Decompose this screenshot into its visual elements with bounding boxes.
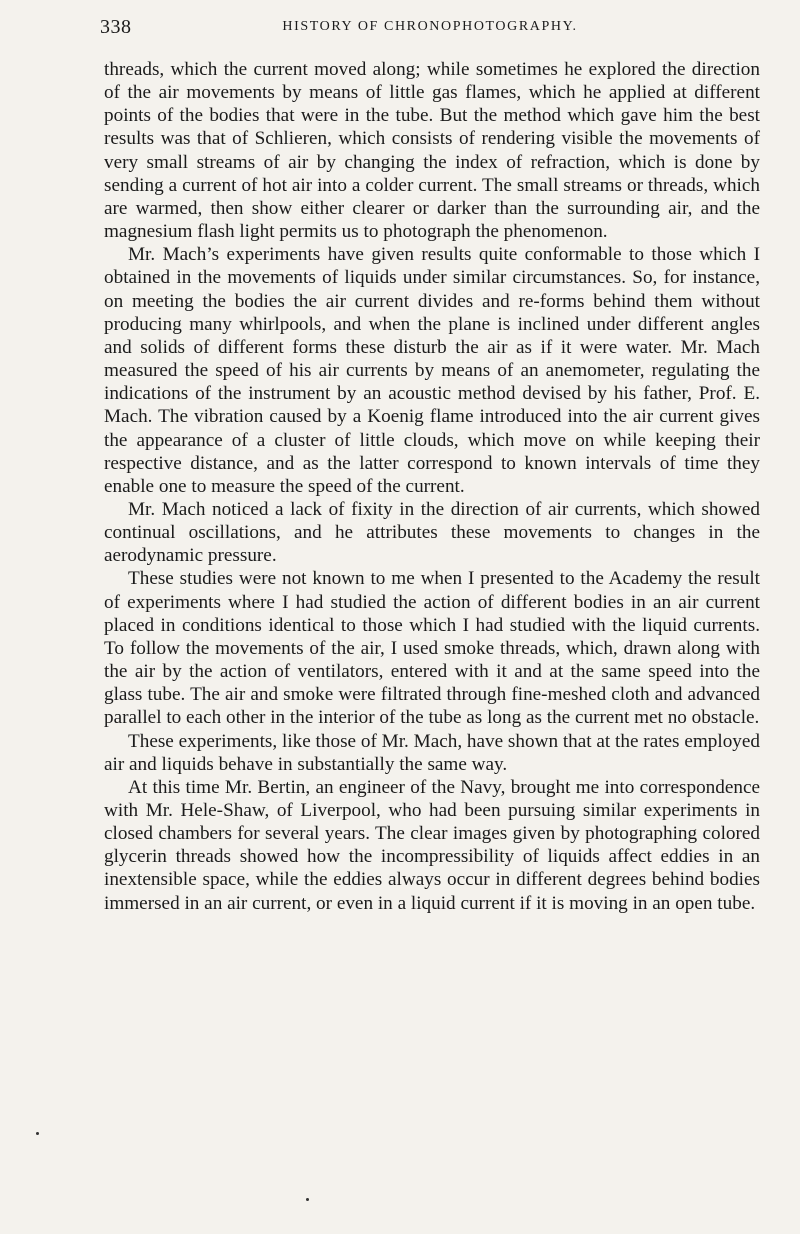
body-text xyxy=(104,58,760,915)
running-head xyxy=(100,16,760,44)
paragraph: These experiments, like those of Mr. Mach, have shown that at the rates employed air and liquids behave in substantially the same way. xyxy=(104,730,760,775)
paragraph-continued: threads, which the current moved along; while sometimes he explored the direction of the air movements by means of little gas flames, which he applied at different points of the bodies that were in the tube. But the method which gave him the best results was that of Schlieren, which consists of rendering visible the movements of very small streams of air by changing the index of refraction, which is done by sending a current of hot air into a colder current. The small streams or threads, which are warmed, then show either clearer or darker than the surrounding air, and the magnesium flash light permits us to photograph the phenomenon. xyxy=(104,59,760,243)
paper-speck xyxy=(36,1132,39,1135)
page-number: 338 xyxy=(100,16,132,38)
paragraph: Mr. Mach’s experiments have given results quite conformable to those which I obtained in the movements of liquids under similar circumstances. So, for instance, on meeting the bodies the air current divides and re-forms behind them without producing many whirlpools, and when the plane is inclined under different angles and solids of different forms these disturb the air as if it were water. Mr. Mach measured the speed of his air currents by means of an anemometer, regulating the indications of the instrument by an acoustic method devised by his father, Prof. E. Mach. The vibration caused by a Koenig flame introduced into the air current gives the appearance of a cluster of little clouds, which move on while keeping their respective distance, and as the latter correspond to known intervals of time they enable one to measure the speed of the current. xyxy=(104,244,760,497)
running-title: HISTORY OF CHRONOPHOTOGRAPHY. xyxy=(282,19,578,34)
paper-speck xyxy=(306,1198,309,1201)
paragraph: These studies were not known to me when I presented to the Academy the result of experiments where I had studied the action of different bodies in an air current placed in conditions identical to those which I had studied with the liquid currents. To follow the movements of the air, I used smoke threads, which, drawn along with the air by the action of ventilators, entered with it and at the same speed into the glass tube. The air and smoke were filtrated through fine-meshed cloth and advanced parallel to each other in the interior of the tube as long as the current met no obstacle. xyxy=(104,568,760,729)
paragraph: Mr. Mach noticed a lack of fixity in the direction of air currents, which showed continual oscillations, and he attributes these movements to changes in the aerodynamic pressure. xyxy=(104,498,760,567)
paragraph: At this time Mr. Bertin, an engineer of the Navy, brought me into correspondence with Mr. Hele-Shaw, of Liverpool, who had been pursuing similar experiments in closed chambers for several years. The clear images given by photographing colored glycerin threads showed how the incompressibility of liquids affect eddies in an inextensible space, while the eddies always occur in different degrees behind bodies immersed in an air current, or even in a liquid current if it is moving in an open tube. xyxy=(104,776,760,914)
